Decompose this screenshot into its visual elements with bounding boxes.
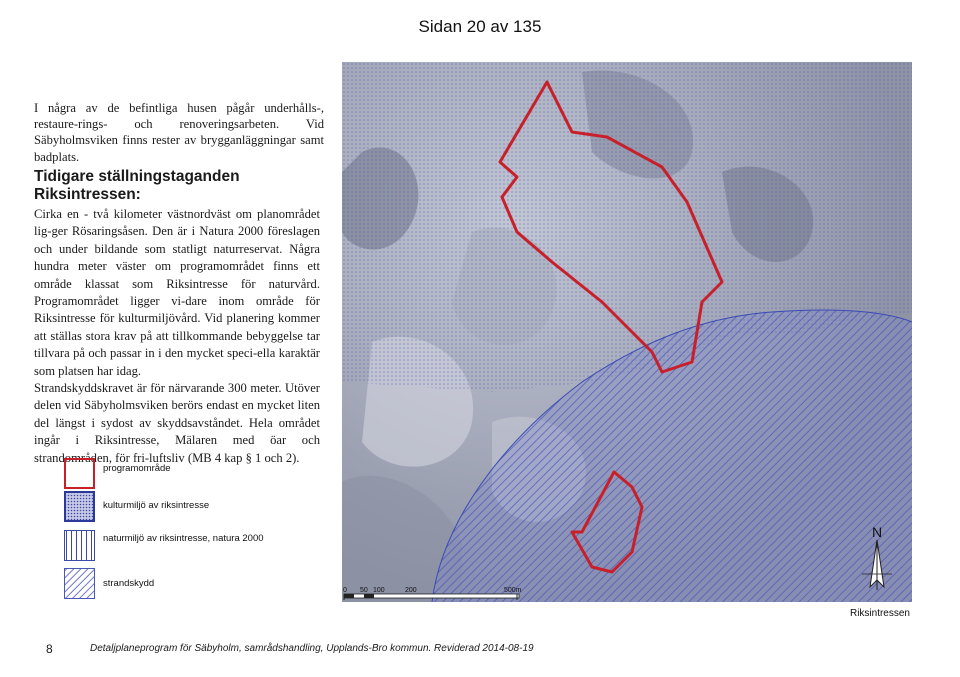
section-body — [34, 206, 320, 467]
map-image — [342, 62, 912, 602]
page-footer — [0, 642, 960, 662]
north-label: N — [871, 524, 883, 540]
legend-item-kulturmiljo — [64, 491, 284, 525]
blue-vertical-lines-swatch-icon — [64, 530, 95, 561]
scale-label: 100 — [373, 587, 385, 594]
section-heading-line-2: Riksintressen: — [34, 186, 141, 203]
footer-text: Detaljplaneprogram för Säbyholm, samrådshandling, Upplands-Bro kommun. Reviderad 2014-08-19 — [90, 643, 534, 654]
legend-label: strandskydd — [103, 578, 155, 589]
section-heading — [34, 168, 334, 204]
map-caption: Riksintressen — [849, 608, 910, 619]
red-outline-swatch-icon — [64, 458, 95, 489]
blue-diagonal-swatch-icon — [64, 568, 95, 599]
scale-label: 500m — [504, 587, 522, 594]
section-heading-line-1: Tidigare ställningstaganden — [34, 168, 240, 185]
page-number: 8 — [46, 642, 53, 656]
legend-item-naturmiljo — [64, 530, 284, 564]
blue-dotted-swatch-icon — [64, 491, 95, 522]
page-header — [0, 17, 960, 37]
legend-label: kulturmiljö av riksintresse — [103, 500, 210, 511]
scale-label: 0 — [343, 587, 347, 594]
legend-item-programomrade — [64, 458, 284, 492]
body-paragraph: Strandskyddskravet är för närvarande 300 meter. Utöver delen vid Säbyholmsviken berörs endast en mycket liten del längst i sydost av skyddsavståndet. Hela området ingår i Riksintresse, Mälaren med öar och strandområden, för fri-luftsliv (MB 4 kap § 1 och 2). — [34, 381, 320, 465]
scale-label: 50 — [360, 587, 368, 594]
body-paragraph: Cirka en - två kilometer västnordväst om planområdet lig-ger Rösaringsåsen. Den är i Natura 2000 föreslagen och under bildande som statligt naturreservat. Några hundra meter väster om programområdet finns ett område klassat som Riksintresse för naturvård. Programområdet ligger vi-dare inom område för Riksintresse för kulturmiljövård. Vid planering kommer att ställas stora krav på att tillkommande bebyggelse tar tillvara på och passar in i den mycket speci-ella karaktär som platsen har idag. — [34, 207, 320, 378]
legend-label: programområde — [103, 463, 171, 474]
legend-item-strandskydd — [64, 568, 284, 602]
scale-label: 200 — [405, 587, 417, 594]
intro-paragraph: I några av de befintliga husen pågår underhålls-, restaure-rings- och renoveringsarbeten. Vid Säbyholmsviken finns rester av brygganläggningar samt badplats. — [34, 101, 324, 164]
page-counter: Sidan 20 av 135 — [418, 17, 542, 36]
riksintressen-map — [342, 62, 912, 602]
legend-label: naturmiljö av riksintresse, natura 2000 — [103, 533, 264, 544]
